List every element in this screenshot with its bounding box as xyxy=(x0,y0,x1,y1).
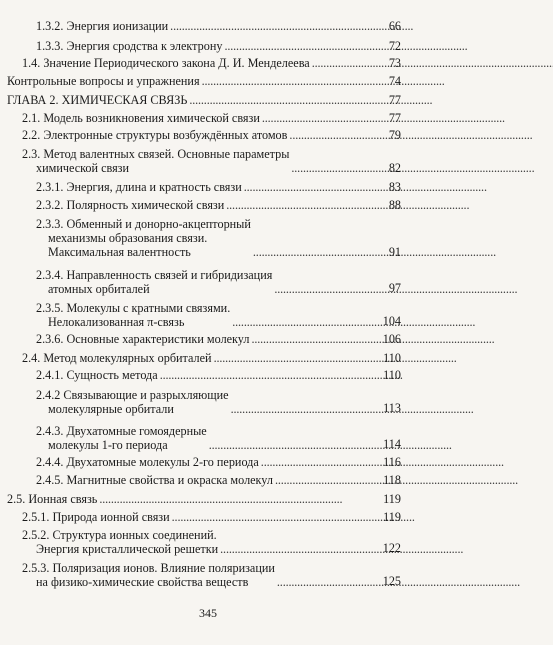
toc-page-number: 113 xyxy=(383,401,401,415)
toc-page-number: 83 xyxy=(388,180,401,194)
toc-entry-title: 2.4.1. Сущность метода xyxy=(36,368,158,382)
toc-page-number: 77 xyxy=(388,93,401,107)
toc-entry-title: 2.3.4. Направленность связей и гибридизация атомных орбиталей xyxy=(36,268,273,296)
toc-entry xyxy=(7,492,363,506)
leader-dots xyxy=(289,128,531,142)
toc-entry xyxy=(22,128,368,142)
toc-entry xyxy=(36,332,366,346)
toc-page-number: 66 xyxy=(388,19,401,33)
toc-page-number: 110 xyxy=(383,351,401,365)
leader-dots xyxy=(244,180,486,194)
leader-dots xyxy=(312,56,553,70)
toc-page-number: 88 xyxy=(388,198,401,212)
toc-entry xyxy=(36,420,366,452)
toc-entry-title: 2.4.4. Двухатомные молекулы 2-го периода xyxy=(36,455,259,469)
toc-entry xyxy=(36,198,364,212)
leader-dots xyxy=(202,74,444,88)
toc-entry xyxy=(22,557,366,589)
toc-entry-title: 2.5.2. Структура ионных соединений. Энергия кристаллической решетки xyxy=(22,528,219,556)
toc-entry-title: 1.3.3. Энергия сродства к электрону xyxy=(36,39,223,53)
leader-dots xyxy=(226,198,468,212)
toc-page-number: 91 xyxy=(388,245,401,259)
toc-page-number: 125 xyxy=(382,574,401,588)
toc-entry xyxy=(7,93,365,107)
toc-entry xyxy=(22,143,364,175)
toc-entry xyxy=(22,510,366,524)
leader-dots xyxy=(291,161,533,175)
toc-entry-title: 2.5.1. Природа ионной связи xyxy=(22,510,170,524)
toc-page-number: 97 xyxy=(388,281,401,295)
toc-entry-title: ГЛАВА 2. ХИМИЧЕСКАЯ СВЯЗЬ xyxy=(7,93,188,107)
toc-entry xyxy=(36,473,366,487)
toc-entry xyxy=(22,56,362,70)
toc-entry xyxy=(36,19,384,33)
toc-entry-title: 2.4.2 Связывающие и разрыхляющие молекулярные орбитали xyxy=(36,388,229,416)
toc-entry-title: 2.3.3. Обменный и донорно-акцепторный механизмы образования связи. Максимальная валентность xyxy=(36,217,251,259)
toc-entry-title: 2.4.5. Магнитные свойства и окраска молекул xyxy=(36,473,273,487)
toc-entry xyxy=(22,524,364,556)
page-number: 345 xyxy=(199,606,217,620)
toc-entry xyxy=(36,264,366,296)
toc-entry-title: 2.2. Электронные структуры возбуждённых атомов xyxy=(22,128,288,142)
toc-entry xyxy=(36,384,366,416)
toc-entry-title: 2.3.1. Энергия, длина и кратность связи xyxy=(36,180,242,194)
toc-entry-title: 2.3. Метод валентных связей. Основные параметры химической связи xyxy=(22,147,290,175)
toc-page-number: 73 xyxy=(388,56,401,70)
toc-entry xyxy=(36,368,366,382)
toc-entry xyxy=(36,180,364,194)
toc-page-number: 104 xyxy=(382,314,401,328)
leader-dots xyxy=(224,39,466,53)
toc-page-number: 119 xyxy=(383,492,401,506)
leader-dots xyxy=(214,351,456,365)
toc-page-number: 82 xyxy=(388,161,401,175)
leader-dots xyxy=(220,542,462,556)
toc-entry-title: 2.1. Модель возникновения химической связи xyxy=(22,111,260,125)
toc-page-number: 77 xyxy=(388,111,401,125)
toc-entry-title: 2.3.2. Полярность химической связи xyxy=(36,198,225,212)
toc-page-number: 122 xyxy=(382,541,401,555)
toc-entry-title: Контрольные вопросы и упражнения xyxy=(7,74,200,88)
toc-entry-title: 2.5. Ионная связь xyxy=(7,492,98,506)
toc-page-number: 72 xyxy=(388,39,401,53)
toc-entry xyxy=(36,455,366,469)
toc-entry-title: 2.3.6. Основные характеристики молекул xyxy=(36,332,250,346)
toc-entry-title: 1.4. Значение Периодического закона Д. И. Менделеева xyxy=(22,56,310,70)
toc-page-number: 79 xyxy=(388,128,401,142)
toc-page-number: 106 xyxy=(382,332,401,346)
toc-entry xyxy=(36,297,366,329)
leader-dots xyxy=(232,315,474,329)
toc-page-number: 114 xyxy=(383,437,401,451)
toc-entry xyxy=(22,111,362,125)
toc-entry xyxy=(22,351,366,365)
toc-page-number: 110 xyxy=(383,368,401,382)
leader-dots xyxy=(231,402,473,416)
toc-page-number: 74 xyxy=(388,74,401,88)
toc-entry-title: 1.3.2. Энергия ионизации xyxy=(36,19,169,33)
toc-page-number: 119 xyxy=(383,510,401,524)
toc-page-number: 118 xyxy=(383,473,401,487)
toc-entry xyxy=(36,39,366,53)
toc-page-number: 116 xyxy=(383,455,401,469)
toc-entry xyxy=(36,213,366,259)
toc-entry-title: 2.4. Метод молекулярных орбиталей xyxy=(22,351,212,365)
toc-entry-title: 2.5.3. Поляризация ионов. Влияние поляризации на физико-химические свойства веществ xyxy=(22,561,275,589)
leader-dots xyxy=(209,438,451,452)
toc-entry-title: 2.3.5. Молекулы с кратными связями. Нелокализованная π-связь xyxy=(36,301,231,329)
leader-dots xyxy=(99,492,361,506)
leader-dots xyxy=(160,368,402,382)
toc-entry xyxy=(7,74,367,88)
toc-entry-title: 2.4.3. Двухатомные гомоядерные молекулы 1-го периода xyxy=(36,424,207,452)
